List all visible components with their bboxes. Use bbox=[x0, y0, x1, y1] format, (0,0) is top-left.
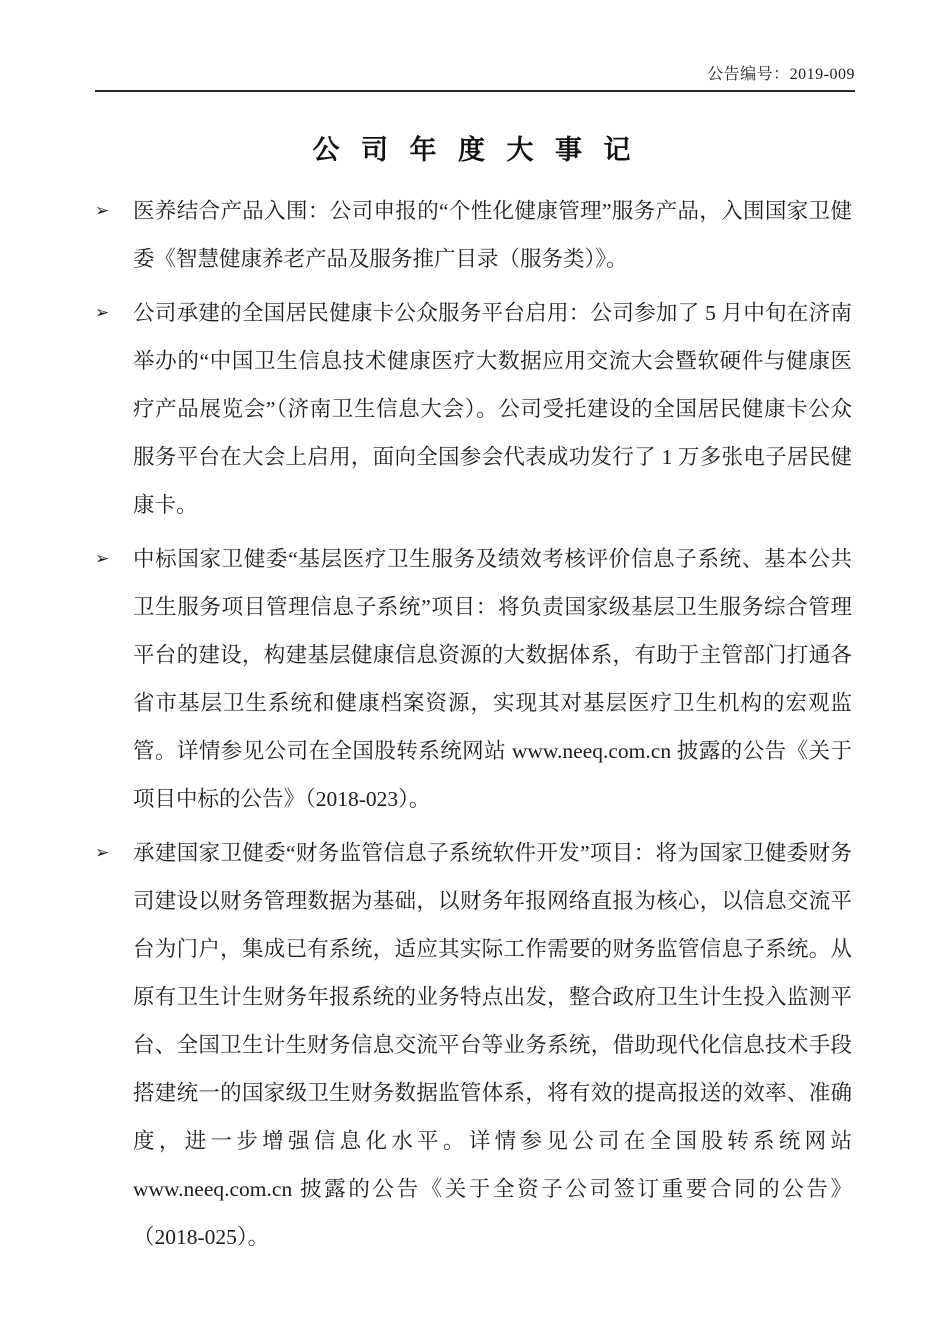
document-header bbox=[95, 0, 855, 86]
list-item bbox=[95, 829, 852, 1261]
header-divider bbox=[95, 90, 855, 92]
list-item bbox=[95, 187, 852, 283]
arrow-bullet-icon: ➢ bbox=[95, 303, 110, 323]
arrow-bullet-icon: ➢ bbox=[95, 201, 110, 221]
bullet-text: 承建国家卫健委“财务监管信息子系统软件开发”项目：将为国家卫健委财务司建设以财务管理数据为基础，以财务年报网络直报为核心，以信息交流平台为门户，集成已有系统，适应其实际工作需要的财务监管信息子系统。从原有卫生计生财务年报系统的业务特点出发，整合政府卫生计生投入监测平台、全国卫生计生财务信息交流平台等业务系统，借助现代化信息技术手段搭建统一的国家级卫生财务数据监管体系，将有效的提高报送的效率、准确度，进一步增强信息化水平。详情参见公司在全国股转系统网站 www.neeq.com.cn 披露的公告《关于全资子公司签订重要合同的公告》（2018-025）。 bbox=[133, 841, 852, 1249]
page-title: 公 司 年 度 大 事 记 bbox=[312, 135, 638, 165]
arrow-bullet-icon: ➢ bbox=[95, 549, 110, 569]
list-item bbox=[95, 289, 852, 529]
announcement-number: 公告编号：2019-009 bbox=[707, 66, 855, 83]
bullet-text: 中标国家卫健委“基层医疗卫生服务及绩效考核评价信息子系统、基本公共卫生服务项目管理信息子系统”项目：将负责国家级基层卫生服务综合管理平台的建设，构建基层健康信息资源的大数据体系，有助于主管部门打通各省市基层卫生系统和健康档案资源，实现其对基层医疗卫生机构的宏观监管。详情参见公司在全国股转系统网站 www.neeq.com.cn 披露的公告《关于项目中标的公告》（2018-023）。 bbox=[133, 547, 852, 811]
arrow-bullet-icon: ➢ bbox=[95, 843, 110, 863]
bullet-text: 公司承建的全国居民健康卡公众服务平台启用：公司参加了 5 月中旬在济南举办的“中国卫生信息技术健康医疗大数据应用交流大会暨软硬件与健康医疗产品展览会”（济南卫生信息大会）。公司受托建设的全国居民健康卡公众服务平台在大会上启用，面向全国参会代表成功发行了 1 万多张电子居民健康卡。 bbox=[133, 301, 852, 517]
bullet-text: 医养结合产品入围：公司申报的“个性化健康管理”服务产品，入围国家卫健委《智慧健康养老产品及服务推广目录（服务类）》。 bbox=[133, 199, 852, 271]
bullet-list bbox=[95, 187, 852, 1261]
list-item bbox=[95, 535, 852, 823]
